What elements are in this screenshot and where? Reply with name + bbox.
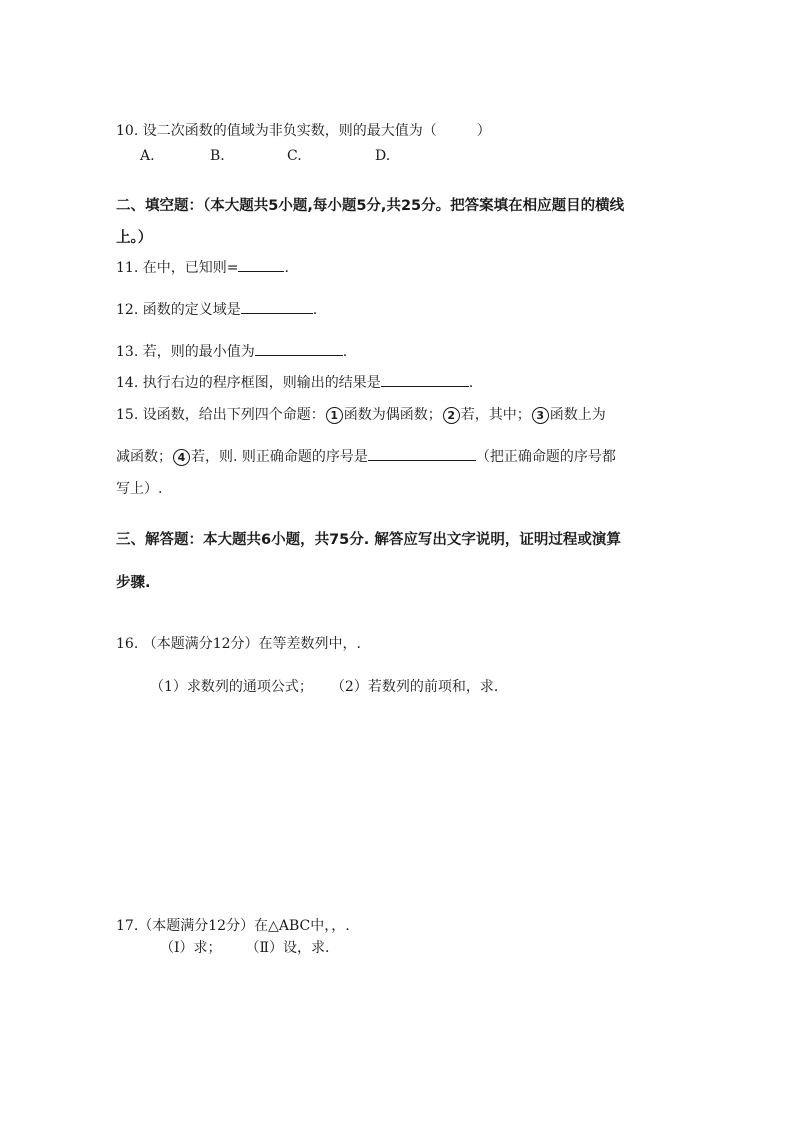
question-15-line1: 15. 设函数，给出下列四个命题： 1 函数为偶函数； 2 若，其中； 3 函数上为 [116,407,606,423]
question-16-parts [150,677,498,697]
answer-blank [368,446,476,461]
question-15-line3: 写上）. [116,481,163,497]
question-11-text: 11. 在中，已知则= [116,260,239,276]
question-10-text: 10. 设二次函数的值域为非负实数，则的最大值为（ [116,123,437,139]
question-16-title: 16. （本题满分12分）在等差数列中，. [116,636,361,652]
circled-number-3: 3 [532,407,549,424]
question-10-close: ） [476,123,491,139]
question-14: 14. 执行右边的程序框图，则输出的结果是 . [116,372,473,393]
section-3-heading-line1: 三、解答题：本大题共6小题，共75分. 解答应写出文字说明，证明过程或演算 [116,532,621,548]
option-d: D. [375,148,391,164]
circled-number-1: 1 [326,407,343,424]
question-13-text: 13. 若，则的最小值为 [116,344,255,360]
question-13: 13. 若，则的最小值为 . [116,341,347,362]
question-12-text: 12. 函数的定义域是 [116,302,241,318]
question-15-line2: 减函数； 4 若，则. 则正确命题的序号是 （把正确命题的序号都 [116,446,616,467]
question-12: 12. 函数的定义域是 . [116,299,317,320]
answer-blank [381,372,469,387]
answer-blank [241,299,313,314]
question-16-part-1: （1）求数列的通项公式； [150,679,313,695]
option-a: A. [140,148,155,164]
answer-blank [238,257,284,272]
question-17-part-2: （Ⅱ）设，求. [245,940,330,956]
question-10-options [140,146,440,166]
circled-number-4: 4 [173,449,190,466]
section-2-heading-line2: 上。） [116,230,153,246]
question-17-part-1: （Ⅰ）求； [160,940,222,956]
question-17-title: 17.（本题满分12分）在△ABC中，，. [116,918,350,934]
answer-blank [255,341,343,356]
option-b: B. [210,148,225,164]
section-2-heading-line1: 二、填空题：（本大题共5小题,每小题5分,共25分。把答案填在相应题目的横线 [116,198,625,214]
question-14-text: 14. 执行右边的程序框图，则输出的结果是 [116,375,381,391]
question-10 [116,121,491,141]
question-11: 11. 在中，已知则= . [116,257,289,278]
circled-number-2: 2 [443,407,460,424]
option-c: C. [287,148,302,164]
section-3-heading-line2: 步骤. [116,575,151,591]
question-16-part-2: （2）若数列的前项和，求. [330,679,499,695]
question-17-parts [160,938,330,958]
